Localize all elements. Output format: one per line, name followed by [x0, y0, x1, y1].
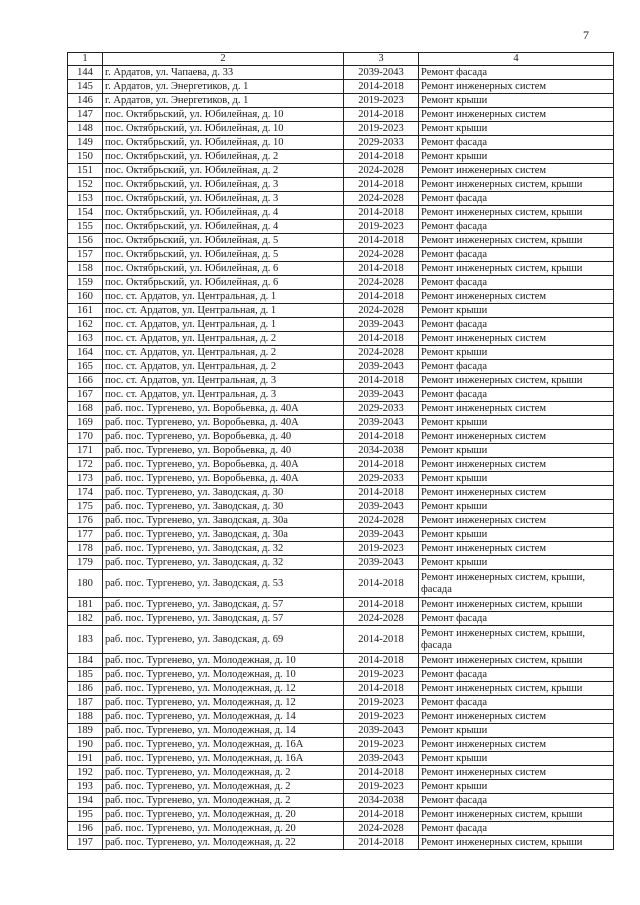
- row-number-cell: 155: [68, 220, 103, 234]
- table-row: [68, 318, 614, 332]
- row-number-cell: 147: [68, 108, 103, 122]
- work-type-cell: Ремонт фасада: [419, 360, 614, 374]
- work-type-cell: Ремонт инженерных систем: [419, 108, 614, 122]
- work-type-cell: Ремонт инженерных систем, крыши: [419, 836, 614, 850]
- table-row: [68, 514, 614, 528]
- period-cell: 2014-2018: [344, 150, 419, 164]
- table-row: [68, 416, 614, 430]
- row-number-cell: 165: [68, 360, 103, 374]
- period-cell: 2039-2043: [344, 724, 419, 738]
- row-number-cell: 195: [68, 808, 103, 822]
- address-cell: пос. ст. Ардатов, ул. Центральная, д. 2: [103, 360, 344, 374]
- row-number-cell: 145: [68, 80, 103, 94]
- work-type-cell: Ремонт инженерных систем, крыши: [419, 808, 614, 822]
- period-cell: 2014-2018: [344, 570, 419, 598]
- work-type-cell: Ремонт инженерных систем: [419, 486, 614, 500]
- period-cell: 2029-2033: [344, 472, 419, 486]
- table-row: [68, 500, 614, 514]
- period-cell: 2039-2043: [344, 416, 419, 430]
- period-cell: 2014-2018: [344, 654, 419, 668]
- address-cell: раб. пос. Тургенево, ул. Воробьевка, д. 40А: [103, 416, 344, 430]
- address-cell: раб. пос. Тургенево, ул. Заводская, д. 57: [103, 612, 344, 626]
- table-row: [68, 374, 614, 388]
- work-type-cell: Ремонт инженерных систем: [419, 332, 614, 346]
- row-number-cell: 164: [68, 346, 103, 360]
- work-type-cell: Ремонт крыши: [419, 780, 614, 794]
- row-number-cell: 184: [68, 654, 103, 668]
- work-type-cell: Ремонт крыши: [419, 444, 614, 458]
- row-number-cell: 178: [68, 542, 103, 556]
- address-cell: раб. пос. Тургенево, ул. Воробьевка, д. 40А: [103, 458, 344, 472]
- period-cell: 2019-2023: [344, 738, 419, 752]
- address-cell: раб. пос. Тургенево, ул. Молодежная, д. 14: [103, 710, 344, 724]
- table-row: [68, 122, 614, 136]
- row-number-cell: 171: [68, 444, 103, 458]
- period-cell: 2019-2023: [344, 780, 419, 794]
- address-cell: раб. пос. Тургенево, ул. Заводская, д. 30а: [103, 528, 344, 542]
- table-row: [68, 458, 614, 472]
- work-type-cell: Ремонт крыши: [419, 416, 614, 430]
- row-number-cell: 175: [68, 500, 103, 514]
- row-number-cell: 146: [68, 94, 103, 108]
- period-cell: 2019-2023: [344, 94, 419, 108]
- table-row: [68, 304, 614, 318]
- period-cell: 2019-2023: [344, 668, 419, 682]
- row-number-cell: 187: [68, 696, 103, 710]
- address-cell: раб. пос. Тургенево, ул. Молодежная, д. 20: [103, 822, 344, 836]
- work-type-cell: Ремонт инженерных систем: [419, 710, 614, 724]
- address-cell: раб. пос. Тургенево, ул. Заводская, д. 32: [103, 542, 344, 556]
- table-row: [68, 766, 614, 780]
- work-type-cell: Ремонт крыши: [419, 304, 614, 318]
- address-cell: пос. ст. Ардатов, ул. Центральная, д. 2: [103, 346, 344, 360]
- period-cell: 2039-2043: [344, 500, 419, 514]
- work-type-cell: Ремонт фасада: [419, 192, 614, 206]
- address-cell: пос. ст. Ардатов, ул. Центральная, д. 1: [103, 318, 344, 332]
- header-col-4: 4: [419, 53, 614, 66]
- row-number-cell: 170: [68, 430, 103, 444]
- work-type-cell: Ремонт инженерных систем, крыши, фасада: [419, 626, 614, 654]
- table-row: [68, 136, 614, 150]
- work-type-cell: Ремонт фасада: [419, 794, 614, 808]
- period-cell: 2039-2043: [344, 360, 419, 374]
- repair-schedule-table: [67, 52, 614, 850]
- period-cell: 2019-2023: [344, 122, 419, 136]
- table-row: [68, 402, 614, 416]
- row-number-cell: 169: [68, 416, 103, 430]
- table-row: [68, 150, 614, 164]
- row-number-cell: 183: [68, 626, 103, 654]
- work-type-cell: Ремонт фасада: [419, 388, 614, 402]
- period-cell: 2019-2023: [344, 696, 419, 710]
- row-number-cell: 177: [68, 528, 103, 542]
- work-type-cell: Ремонт крыши: [419, 150, 614, 164]
- period-cell: 2039-2043: [344, 556, 419, 570]
- work-type-cell: Ремонт инженерных систем: [419, 290, 614, 304]
- work-type-cell: Ремонт крыши: [419, 752, 614, 766]
- period-cell: 2014-2018: [344, 262, 419, 276]
- period-cell: 2014-2018: [344, 332, 419, 346]
- address-cell: раб. пос. Тургенево, ул. Молодежная, д. 10: [103, 654, 344, 668]
- period-cell: 2019-2023: [344, 542, 419, 556]
- period-cell: 2014-2018: [344, 178, 419, 192]
- period-cell: 2014-2018: [344, 206, 419, 220]
- work-type-cell: Ремонт фасада: [419, 66, 614, 80]
- table-row: [68, 248, 614, 262]
- address-cell: пос. Октябрьский, ул. Юбилейная, д. 10: [103, 136, 344, 150]
- work-type-cell: Ремонт инженерных систем: [419, 766, 614, 780]
- table-row: [68, 794, 614, 808]
- period-cell: 2039-2043: [344, 528, 419, 542]
- table-row: [68, 388, 614, 402]
- row-number-cell: 176: [68, 514, 103, 528]
- table-row: [68, 682, 614, 696]
- work-type-cell: Ремонт крыши: [419, 122, 614, 136]
- row-number-cell: 186: [68, 682, 103, 696]
- period-cell: 2029-2033: [344, 402, 419, 416]
- table-row: [68, 710, 614, 724]
- row-number-cell: 158: [68, 262, 103, 276]
- table-row: [68, 276, 614, 290]
- table-row: [68, 752, 614, 766]
- address-cell: пос. ст. Ардатов, ул. Центральная, д. 2: [103, 332, 344, 346]
- address-cell: раб. пос. Тургенево, ул. Заводская, д. 57: [103, 598, 344, 612]
- address-cell: г. Ардатов, ул. Энергетиков, д. 1: [103, 80, 344, 94]
- header-col-2: 2: [103, 53, 344, 66]
- page-number: 7: [583, 28, 589, 42]
- period-cell: 2024-2028: [344, 248, 419, 262]
- table-row: [68, 430, 614, 444]
- table-row: [68, 360, 614, 374]
- address-cell: раб. пос. Тургенево, ул. Молодежная, д. 12: [103, 696, 344, 710]
- work-type-cell: Ремонт инженерных систем, крыши: [419, 234, 614, 248]
- row-number-cell: 189: [68, 724, 103, 738]
- address-cell: раб. пос. Тургенево, ул. Молодежная, д. 22: [103, 836, 344, 850]
- period-cell: 2024-2028: [344, 822, 419, 836]
- period-cell: 2014-2018: [344, 598, 419, 612]
- period-cell: 2014-2018: [344, 458, 419, 472]
- address-cell: пос. ст. Ардатов, ул. Центральная, д. 1: [103, 290, 344, 304]
- address-cell: пос. Октябрьский, ул. Юбилейная, д. 10: [103, 108, 344, 122]
- address-cell: пос. Октябрьский, ул. Юбилейная, д. 6: [103, 276, 344, 290]
- row-number-cell: 196: [68, 822, 103, 836]
- row-number-cell: 188: [68, 710, 103, 724]
- work-type-cell: Ремонт крыши: [419, 346, 614, 360]
- address-cell: пос. ст. Ардатов, ул. Центральная, д. 1: [103, 304, 344, 318]
- row-number-cell: 160: [68, 290, 103, 304]
- period-cell: 2034-2038: [344, 794, 419, 808]
- table-row: [68, 108, 614, 122]
- period-cell: 2024-2028: [344, 514, 419, 528]
- period-cell: 2014-2018: [344, 836, 419, 850]
- period-cell: 2029-2033: [344, 136, 419, 150]
- work-type-cell: Ремонт инженерных систем: [419, 458, 614, 472]
- table-row: [68, 262, 614, 276]
- table-row: [68, 822, 614, 836]
- period-cell: 2024-2028: [344, 192, 419, 206]
- table-row: [68, 346, 614, 360]
- period-cell: 2014-2018: [344, 290, 419, 304]
- period-cell: 2024-2028: [344, 164, 419, 178]
- work-type-cell: Ремонт инженерных систем, крыши: [419, 178, 614, 192]
- table-row: [68, 738, 614, 752]
- address-cell: пос. Октябрьский, ул. Юбилейная, д. 4: [103, 220, 344, 234]
- row-number-cell: 180: [68, 570, 103, 598]
- address-cell: раб. пос. Тургенево, ул. Заводская, д. 32: [103, 556, 344, 570]
- work-type-cell: Ремонт инженерных систем, крыши: [419, 682, 614, 696]
- work-type-cell: Ремонт крыши: [419, 500, 614, 514]
- table-row: [68, 94, 614, 108]
- period-cell: 2034-2038: [344, 444, 419, 458]
- period-cell: 2039-2043: [344, 388, 419, 402]
- work-type-cell: Ремонт фасада: [419, 318, 614, 332]
- work-type-cell: Ремонт инженерных систем, крыши, фасада: [419, 570, 614, 598]
- table-row: [68, 472, 614, 486]
- table-row: [68, 220, 614, 234]
- row-number-cell: 167: [68, 388, 103, 402]
- address-cell: раб. пос. Тургенево, ул. Воробьевка, д. 40А: [103, 472, 344, 486]
- table-row: [68, 780, 614, 794]
- row-number-cell: 144: [68, 66, 103, 80]
- table-row: [68, 556, 614, 570]
- work-type-cell: Ремонт инженерных систем: [419, 542, 614, 556]
- period-cell: 2014-2018: [344, 430, 419, 444]
- table-row: [68, 808, 614, 822]
- period-cell: 2019-2023: [344, 710, 419, 724]
- row-number-cell: 166: [68, 374, 103, 388]
- row-number-cell: 163: [68, 332, 103, 346]
- period-cell: 2024-2028: [344, 304, 419, 318]
- row-number-cell: 185: [68, 668, 103, 682]
- period-cell: 2019-2023: [344, 220, 419, 234]
- table-row: [68, 528, 614, 542]
- work-type-cell: Ремонт крыши: [419, 472, 614, 486]
- table-row: [68, 444, 614, 458]
- work-type-cell: Ремонт фасада: [419, 220, 614, 234]
- address-cell: раб. пос. Тургенево, ул. Молодежная, д. 2: [103, 780, 344, 794]
- work-type-cell: Ремонт инженерных систем: [419, 430, 614, 444]
- row-number-cell: 190: [68, 738, 103, 752]
- period-cell: 2014-2018: [344, 80, 419, 94]
- row-number-cell: 148: [68, 122, 103, 136]
- address-cell: раб. пос. Тургенево, ул. Заводская, д. 30а: [103, 514, 344, 528]
- table-row: [68, 654, 614, 668]
- period-cell: 2014-2018: [344, 486, 419, 500]
- period-cell: 2024-2028: [344, 276, 419, 290]
- work-type-cell: Ремонт фасада: [419, 696, 614, 710]
- address-cell: раб. пос. Тургенево, ул. Воробьевка, д. 40: [103, 444, 344, 458]
- table-row: [68, 626, 614, 654]
- address-cell: пос. Октябрьский, ул. Юбилейная, д. 10: [103, 122, 344, 136]
- period-cell: 2024-2028: [344, 612, 419, 626]
- address-cell: раб. пос. Тургенево, ул. Заводская, д. 30: [103, 500, 344, 514]
- table-row: [68, 164, 614, 178]
- work-type-cell: Ремонт инженерных систем, крыши: [419, 654, 614, 668]
- address-cell: пос. Октябрьский, ул. Юбилейная, д. 2: [103, 164, 344, 178]
- work-type-cell: Ремонт фасада: [419, 136, 614, 150]
- row-number-cell: 162: [68, 318, 103, 332]
- work-type-cell: Ремонт фасада: [419, 822, 614, 836]
- row-number-cell: 159: [68, 276, 103, 290]
- header-col-1: 1: [68, 53, 103, 66]
- work-type-cell: Ремонт инженерных систем: [419, 738, 614, 752]
- address-cell: пос. Октябрьский, ул. Юбилейная, д. 3: [103, 192, 344, 206]
- address-cell: пос. Октябрьский, ул. Юбилейная, д. 6: [103, 262, 344, 276]
- address-cell: г. Ардатов, ул. Энергетиков, д. 1: [103, 94, 344, 108]
- address-cell: пос. ст. Ардатов, ул. Центральная, д. 3: [103, 388, 344, 402]
- address-cell: раб. пос. Тургенево, ул. Воробьевка, д. 40: [103, 430, 344, 444]
- work-type-cell: Ремонт инженерных систем: [419, 80, 614, 94]
- table-row: [68, 80, 614, 94]
- table-row: [68, 178, 614, 192]
- table-row: [68, 192, 614, 206]
- address-cell: г. Ардатов, ул. Чапаева, д. 33: [103, 66, 344, 80]
- row-number-cell: 182: [68, 612, 103, 626]
- row-number-cell: 153: [68, 192, 103, 206]
- period-cell: 2014-2018: [344, 108, 419, 122]
- table-row: [68, 542, 614, 556]
- address-cell: пос. Октябрьский, ул. Юбилейная, д. 2: [103, 150, 344, 164]
- row-number-cell: 179: [68, 556, 103, 570]
- period-cell: 2014-2018: [344, 682, 419, 696]
- table-row: [68, 570, 614, 598]
- period-cell: 2014-2018: [344, 626, 419, 654]
- address-cell: пос. Октябрьский, ул. Юбилейная, д. 5: [103, 234, 344, 248]
- work-type-cell: Ремонт крыши: [419, 724, 614, 738]
- period-cell: 2024-2028: [344, 346, 419, 360]
- address-cell: раб. пос. Тургенево, ул. Молодежная, д. 10: [103, 668, 344, 682]
- row-number-cell: 181: [68, 598, 103, 612]
- table-row: [68, 66, 614, 80]
- row-number-cell: 156: [68, 234, 103, 248]
- work-type-cell: Ремонт инженерных систем, крыши: [419, 374, 614, 388]
- table-header-row: [68, 53, 614, 66]
- row-number-cell: 154: [68, 206, 103, 220]
- table-row: [68, 668, 614, 682]
- address-cell: пос. Октябрьский, ул. Юбилейная, д. 3: [103, 178, 344, 192]
- row-number-cell: 161: [68, 304, 103, 318]
- work-type-cell: Ремонт инженерных систем, крыши: [419, 206, 614, 220]
- table-row: [68, 290, 614, 304]
- work-type-cell: Ремонт крыши: [419, 528, 614, 542]
- address-cell: раб. пос. Тургенево, ул. Молодежная, д. 16А: [103, 752, 344, 766]
- row-number-cell: 157: [68, 248, 103, 262]
- period-cell: 2014-2018: [344, 766, 419, 780]
- period-cell: 2014-2018: [344, 234, 419, 248]
- work-type-cell: Ремонт крыши: [419, 94, 614, 108]
- row-number-cell: 149: [68, 136, 103, 150]
- table-row: [68, 234, 614, 248]
- row-number-cell: 151: [68, 164, 103, 178]
- row-number-cell: 168: [68, 402, 103, 416]
- row-number-cell: 197: [68, 836, 103, 850]
- address-cell: раб. пос. Тургенево, ул. Заводская, д. 30: [103, 486, 344, 500]
- address-cell: раб. пос. Тургенево, ул. Воробьевка, д. 40А: [103, 402, 344, 416]
- row-number-cell: 172: [68, 458, 103, 472]
- period-cell: 2014-2018: [344, 808, 419, 822]
- period-cell: 2039-2043: [344, 66, 419, 80]
- row-number-cell: 193: [68, 780, 103, 794]
- address-cell: раб. пос. Тургенево, ул. Молодежная, д. 16А: [103, 738, 344, 752]
- address-cell: раб. пос. Тургенево, ул. Молодежная, д. 2: [103, 766, 344, 780]
- work-type-cell: Ремонт фасада: [419, 248, 614, 262]
- address-cell: раб. пос. Тургенево, ул. Молодежная, д. 20: [103, 808, 344, 822]
- table-row: [68, 598, 614, 612]
- table-row: [68, 486, 614, 500]
- address-cell: раб. пос. Тургенево, ул. Молодежная, д. 14: [103, 724, 344, 738]
- address-cell: пос. ст. Ардатов, ул. Центральная, д. 3: [103, 374, 344, 388]
- work-type-cell: Ремонт инженерных систем, крыши: [419, 262, 614, 276]
- period-cell: 2039-2043: [344, 318, 419, 332]
- row-number-cell: 191: [68, 752, 103, 766]
- row-number-cell: 152: [68, 178, 103, 192]
- table-row: [68, 836, 614, 850]
- row-number-cell: 194: [68, 794, 103, 808]
- table-row: [68, 612, 614, 626]
- work-type-cell: Ремонт крыши: [419, 556, 614, 570]
- address-cell: пос. Октябрьский, ул. Юбилейная, д. 5: [103, 248, 344, 262]
- table-row: [68, 332, 614, 346]
- work-type-cell: Ремонт инженерных систем: [419, 402, 614, 416]
- row-number-cell: 173: [68, 472, 103, 486]
- table-row: [68, 724, 614, 738]
- row-number-cell: 150: [68, 150, 103, 164]
- address-cell: раб. пос. Тургенево, ул. Заводская, д. 53: [103, 570, 344, 598]
- address-cell: раб. пос. Тургенево, ул. Молодежная, д. 12: [103, 682, 344, 696]
- address-cell: пос. Октябрьский, ул. Юбилейная, д. 4: [103, 206, 344, 220]
- work-type-cell: Ремонт фасада: [419, 668, 614, 682]
- work-type-cell: Ремонт фасада: [419, 276, 614, 290]
- table-row: [68, 696, 614, 710]
- header-col-3: 3: [344, 53, 419, 66]
- table-row: [68, 206, 614, 220]
- work-type-cell: Ремонт фасада: [419, 612, 614, 626]
- row-number-cell: 192: [68, 766, 103, 780]
- period-cell: 2014-2018: [344, 374, 419, 388]
- row-number-cell: 174: [68, 486, 103, 500]
- address-cell: раб. пос. Тургенево, ул. Заводская, д. 69: [103, 626, 344, 654]
- work-type-cell: Ремонт инженерных систем: [419, 514, 614, 528]
- period-cell: 2039-2043: [344, 752, 419, 766]
- work-type-cell: Ремонт инженерных систем, крыши: [419, 598, 614, 612]
- work-type-cell: Ремонт инженерных систем: [419, 164, 614, 178]
- address-cell: раб. пос. Тургенево, ул. Молодежная, д. 2: [103, 794, 344, 808]
